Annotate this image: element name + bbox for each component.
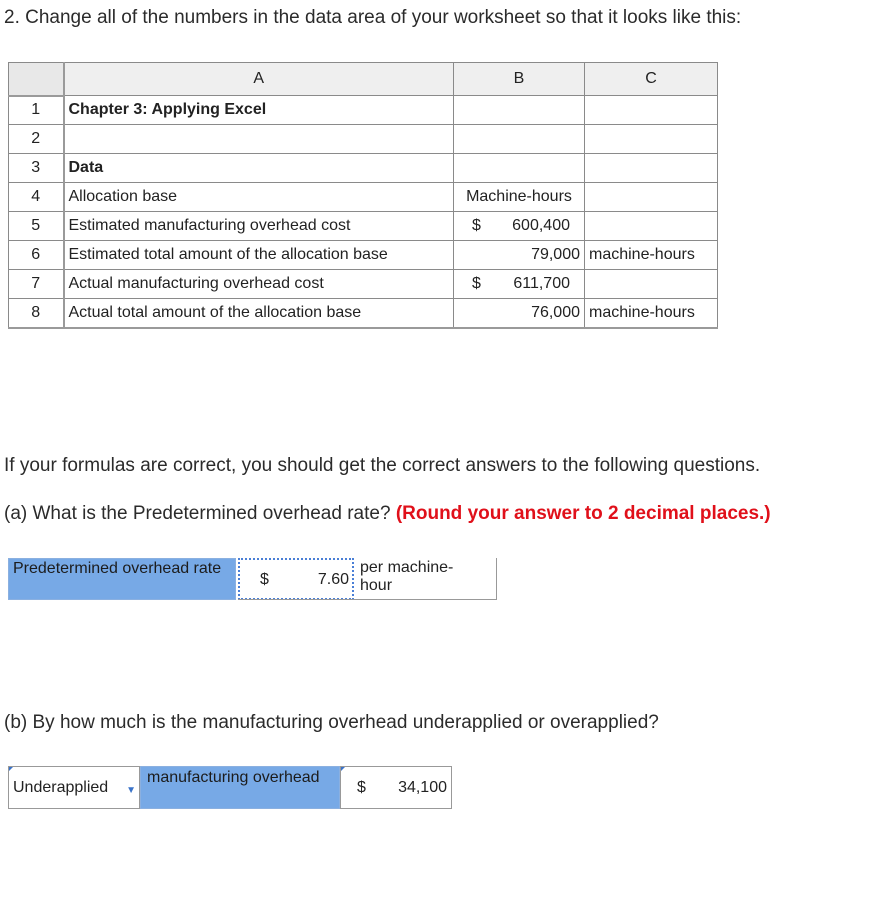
row-number: 5 — [9, 212, 64, 241]
answer-a-value: 7.60 — [317, 571, 349, 588]
cell — [585, 96, 718, 125]
cell: 79,000 — [454, 241, 585, 270]
data-heading-cell: Data — [64, 154, 454, 183]
column-header-b: B — [454, 63, 585, 96]
currency-symbol: $ — [472, 275, 481, 292]
sheet-title-cell: Chapter 3: Applying Excel — [64, 96, 454, 125]
row-number: 8 — [9, 299, 64, 328]
row-number: 7 — [9, 270, 64, 299]
row-number: 4 — [9, 183, 64, 212]
cell: Estimated manufacturing overhead cost — [64, 212, 454, 241]
flag-icon — [341, 767, 345, 771]
cell — [64, 125, 454, 154]
row-number: 2 — [9, 125, 64, 154]
flag-icon — [9, 767, 13, 771]
question-b: (b) By how much is the manufacturing overhead underapplied or overapplied? — [4, 712, 659, 733]
answer-b-value: 34,100 — [398, 779, 447, 796]
currency-symbol: $ — [357, 779, 366, 796]
select-value: Underapplied — [13, 779, 109, 796]
row-number: 1 — [9, 96, 64, 125]
worksheet-table — [8, 62, 718, 329]
question-a-hint: (Round your answer to 2 decimal places.) — [395, 503, 771, 524]
cell: 76,000 — [454, 299, 585, 328]
cell — [585, 270, 718, 299]
cell — [454, 96, 585, 125]
cell: Actual total amount of the allocation base — [64, 299, 454, 328]
cell — [585, 125, 718, 154]
intro-text: If your formulas are correct, you should get the correct answers to the following questions. — [4, 455, 761, 476]
question-a — [4, 503, 771, 525]
cell: machine-hours — [585, 299, 718, 328]
row-number: 6 — [9, 241, 64, 270]
currency-symbol: $ — [472, 217, 481, 234]
answer-a-input[interactable] — [238, 558, 354, 600]
cell — [454, 212, 585, 241]
cell — [454, 154, 585, 183]
cell — [585, 154, 718, 183]
cell: Actual manufacturing overhead cost — [64, 270, 454, 299]
column-header-c: C — [585, 63, 718, 96]
cell: machine-hours — [585, 241, 718, 270]
underapplied-select[interactable] — [8, 766, 140, 809]
column-header-a: A — [64, 63, 454, 96]
cell — [585, 183, 718, 212]
answer-b-input[interactable] — [340, 766, 452, 809]
answer-a-label: Predetermined overhead rate — [8, 558, 236, 600]
cell-value: 600,400 — [512, 217, 570, 234]
chevron-down-icon: ▼ — [126, 785, 136, 796]
divider — [238, 599, 497, 600]
question-a-text: (a) What is the Predetermined overhead rate? — [4, 503, 391, 524]
cell — [454, 125, 585, 154]
cell — [585, 212, 718, 241]
currency-symbol: $ — [260, 571, 269, 588]
cell: Machine-hours — [454, 183, 585, 212]
divider — [496, 558, 497, 600]
answer-b-row — [8, 766, 452, 810]
cell — [454, 270, 585, 299]
answer-a-row — [8, 558, 497, 600]
cell: Allocation base — [64, 183, 454, 212]
answer-a-unit: per machine-hour — [360, 559, 454, 594]
question-title: 2. Change all of the numbers in the data area of your worksheet so that it looks like this: — [4, 7, 742, 28]
cell: Estimated total amount of the allocation base — [64, 241, 454, 270]
cell-value: 611,700 — [513, 275, 570, 292]
corner-cell — [9, 63, 64, 96]
row-number: 3 — [9, 154, 64, 183]
answer-b-label: manufacturing overhead — [140, 766, 340, 809]
